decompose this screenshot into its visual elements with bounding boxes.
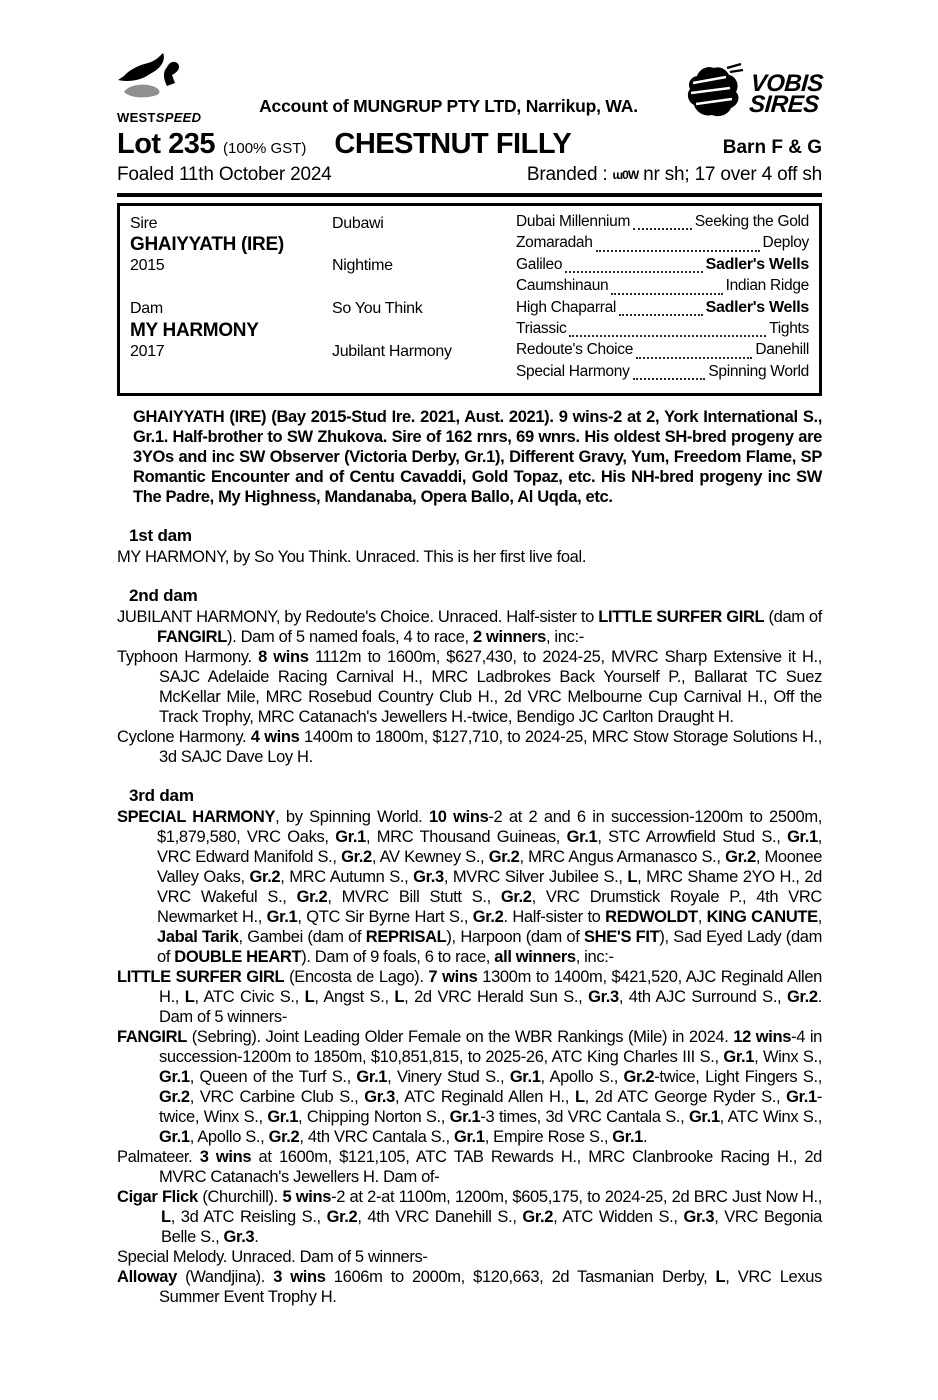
ancestor-sire-name: Danehill bbox=[755, 341, 809, 359]
para-palmateer: Palmateer. 3 wins at 1600m, $121,105, ATC TAB Rewards H., MRC Clanbrooke Racing H., 2d MVRC Catanach's Jewellers H. Dam of- bbox=[117, 1148, 822, 1187]
ancestor-name: Caumshinaun bbox=[516, 277, 609, 295]
ancestor-row bbox=[516, 363, 809, 384]
dam-dam-name: Jubilant Harmony bbox=[332, 343, 452, 361]
ancestor-name: High Chaparral bbox=[516, 298, 617, 316]
para-jubilant-harmony: JUBILANT HARMONY, by Redoute's Choice. Unraced. Half-sister to LITTLE SURFER GIRL (dam of FANGIRL). Dam of 5 named foals, 4 to race, 2 winners, inc:- bbox=[117, 608, 822, 647]
sire-summary: GHAIYYATH (IRE) (Bay 2015-Stud Ire. 2021, Aust. 2021). 9 wins-2 at 2, York International S., Gr.1. Half-brother to SW Zhukova. Sire of 162 rnrs, 69 wnrs. His oldest SH-bred progeny are 3YOs and inc SW Observer (Victoria Derby, Gr.1), Different Gravy, Yum, Freedom Flame, SP Romantic Encounter and of Centu Cavaddi, Gold Topaz, etc. His NH-bred progeny inc SW The Padre, My Highness, Mandanaba, Opera Ballo, Al Uqda, etc. bbox=[133, 408, 822, 507]
foaled-date: Foaled 11th October 2024 bbox=[117, 164, 332, 185]
branded-label: Branded : bbox=[526, 164, 608, 185]
lot-row bbox=[117, 128, 822, 161]
leader-dots bbox=[596, 250, 760, 252]
divider-rule bbox=[117, 193, 822, 197]
ancestor-name: Galileo bbox=[516, 255, 563, 273]
ancestor-row bbox=[516, 341, 809, 362]
account-line: Account of MUNGRUP PTY LTD, Narrikup, WA. bbox=[259, 96, 638, 116]
ancestor-row bbox=[516, 234, 809, 255]
leader-dots bbox=[569, 335, 766, 337]
ancestor-sire-name: Indian Ridge bbox=[725, 277, 809, 295]
ancestor-row bbox=[516, 320, 809, 341]
westspeed-horse-icon bbox=[117, 52, 209, 109]
para-typhoon-harmony: Typhoon Harmony. 8 wins 1112m to 1600m, $627,430, to 2024-25, MVRC Sharp Extensive it H., SAJC Adelaide Racing Carnival H., MRC Ladbrokes Back Yourself P., Ballarat TC Suez McKellar Mile, MRC Rosebud Country Club H., 2d VRC Melbourne Cup Carnival H., Off the Track Trophy, MRC Catanach's Jewellers H.-twice, Bendigo JC Carlton Draught H. bbox=[117, 648, 822, 727]
ancestor-name: Zomaradah bbox=[516, 234, 593, 252]
ancestor-sire-name: Seeking the Gold bbox=[694, 213, 809, 230]
westspeed-logo bbox=[117, 52, 235, 125]
leader-dots bbox=[565, 271, 702, 273]
page-header bbox=[117, 52, 822, 125]
ancestor-sire-name: Deploy bbox=[762, 234, 809, 252]
dam-name: MY HARMONY bbox=[130, 319, 259, 341]
para-special-melody: Special Melody. Unraced. Dam of 5 winners- bbox=[117, 1248, 428, 1267]
gst-note: (100% GST) bbox=[223, 140, 307, 157]
vobis-horse-icon bbox=[684, 62, 746, 125]
leader-dots bbox=[633, 228, 692, 230]
ancestor-sire-name: Tights bbox=[769, 319, 809, 337]
ancestor-name: Redoute's Choice bbox=[516, 341, 634, 359]
lot-number: Lot 235 bbox=[117, 128, 216, 160]
sire-sire-name: Dubawi bbox=[332, 214, 384, 232]
vobis-wordmark: VOBIS SIRES bbox=[748, 69, 824, 118]
ancestor-row bbox=[516, 256, 809, 277]
para-special-harmony: SPECIAL HARMONY, by Spinning World. 10 wins-2 at 2 and 6 in succession-1200m to 2500m, $1,879,580, VRC Oaks, Gr.1, MRC Thousand Guineas, Gr.1, STC Arrowfield Stud S., Gr.1, VRC Edward Manifold S., Gr.2, AV Kewney S., Gr.2, MRC Angus Armanasco S., Gr.2, Moonee Valley Oaks, Gr.2, MRC Autumn S., Gr.3, MVRC Silver Jubilee S., L, MRC Shame 2YO H., 2d VRC Wakeful S., Gr.2, MVRC Bill Stutt S., Gr.2, VRC Drumstick Royale P., 4th VRC Newmarket H., Gr.1, QTC Sir Byrne Hart S., Gr.2. Half-sister to REDWOLDT, KING CANUTE, Jabal Tarik, Gambei (dam of REPRISAL), Harpoon (dam of SHE'S FIT), Sad Eyed Lady (dam of DOUBLE HEART). Dam of 9 foals, 6 to race, all winners, inc:- bbox=[117, 808, 823, 967]
ancestor-sire-name: Spinning World bbox=[708, 362, 809, 380]
para-cyclone-harmony: Cyclone Harmony. 4 wins 1400m to 1800m, $127,710, to 2024-25, MRC Stow Storage Solutions H., 3d SAJC Dave Loy H. bbox=[117, 728, 822, 767]
section-heading-1st-dam: 1st dam bbox=[129, 526, 192, 546]
leader-dots bbox=[633, 378, 706, 380]
ancestor-name: Dubai Millennium bbox=[516, 213, 631, 230]
barn-label: Barn F & G bbox=[722, 137, 822, 158]
brand-mark: ɯ0W bbox=[612, 168, 639, 182]
branded-detail: nr sh; 17 over 4 off sh bbox=[643, 164, 822, 185]
section-heading-3rd-dam: 3rd dam bbox=[129, 786, 194, 806]
sire-year: 2015 bbox=[130, 257, 165, 275]
ancestor-row bbox=[516, 213, 809, 234]
vobis-sires-logo bbox=[662, 62, 822, 125]
para-my-harmony: MY HARMONY, by So You Think. Unraced. This is her first live foal. bbox=[117, 548, 587, 567]
section-heading-2nd-dam: 2nd dam bbox=[129, 586, 198, 606]
sire-dam-name: Nightime bbox=[332, 257, 393, 275]
westspeed-wordmark: WESTSPEED bbox=[117, 110, 202, 125]
lot-title: CHESTNUT FILLY bbox=[334, 128, 572, 160]
para-little-surfer-girl: LITTLE SURFER GIRL (Encosta de Lago). 7 wins 1300m to 1400m, $421,520, AJC Reginald Allen H., L, ATC Civic S., L, Angst S., L, 2d VRC Herald Sun S., Gr.3, 4th AJC Surround S., Gr.2. Dam of 5 winners- bbox=[117, 968, 822, 1027]
leader-dots bbox=[636, 357, 752, 359]
leader-dots bbox=[619, 314, 703, 316]
sire-role-label: Sire bbox=[130, 214, 158, 232]
info-row bbox=[117, 164, 822, 186]
para-cigar-flick: Cigar Flick (Churchill). 5 wins-2 at 2-at 1100m, 1200m, $605,175, to 2024-25, 2d BRC Just Now H., L, 3d ATC Reisling S., Gr.2, 4th VRC Danehill S., Gr.2, ATC Widden S., Gr.3, VRC Begonia Belle S., Gr.3. bbox=[117, 1188, 823, 1247]
ancestor-row bbox=[516, 299, 809, 320]
dam-year: 2017 bbox=[130, 343, 165, 361]
ancestor-row bbox=[516, 277, 809, 298]
para-alloway: Alloway (Wandjina). 3 wins 1606m to 2000m, $120,663, 2d Tasmanian Derby, L, VRC Lexus Summer Event Trophy H. bbox=[117, 1268, 822, 1307]
dam-sire-name: So You Think bbox=[332, 300, 423, 318]
pedigree-table bbox=[117, 203, 822, 396]
dam-role-label: Dam bbox=[130, 300, 163, 318]
ancestor-sire-name: Sadler's Wells bbox=[705, 298, 809, 316]
para-fangirl: FANGIRL (Sebring). Joint Leading Older Female on the WBR Rankings (Mile) in 2024. 12 wins-4 in succession-1200m to 1850m, $10,851,815, to 2025-26, ATC King Charles III S., Gr.1, Winx S., Gr.1, Queen of the Turf S., Gr.1, Vinery Stud S., Gr.1, Apollo S., Gr.2-twice, Light Fingers S., Gr.2, VRC Carbine Club S., Gr.3, ATC Reginald Allen H., L, 2d ATC George Ryder S., Gr.1-twice, Winx S., Gr.1, Chipping Norton S., Gr.1-3 times, 3d VRC Cantala S., Gr.1, ATC Winx S., Gr.1, Apollo S., Gr.2, 4th VRC Cantala S., Gr.1, Empire Rose S., Gr.1. bbox=[117, 1028, 822, 1147]
ancestor-name: Special Harmony bbox=[516, 362, 630, 380]
ancestor-sire-name: Sadler's Wells bbox=[705, 255, 809, 273]
branded-line bbox=[527, 164, 822, 186]
ancestor-name: Triassic bbox=[516, 319, 567, 337]
sire-name: GHAIYYATH (IRE) bbox=[130, 234, 284, 256]
leader-dots bbox=[611, 293, 722, 295]
